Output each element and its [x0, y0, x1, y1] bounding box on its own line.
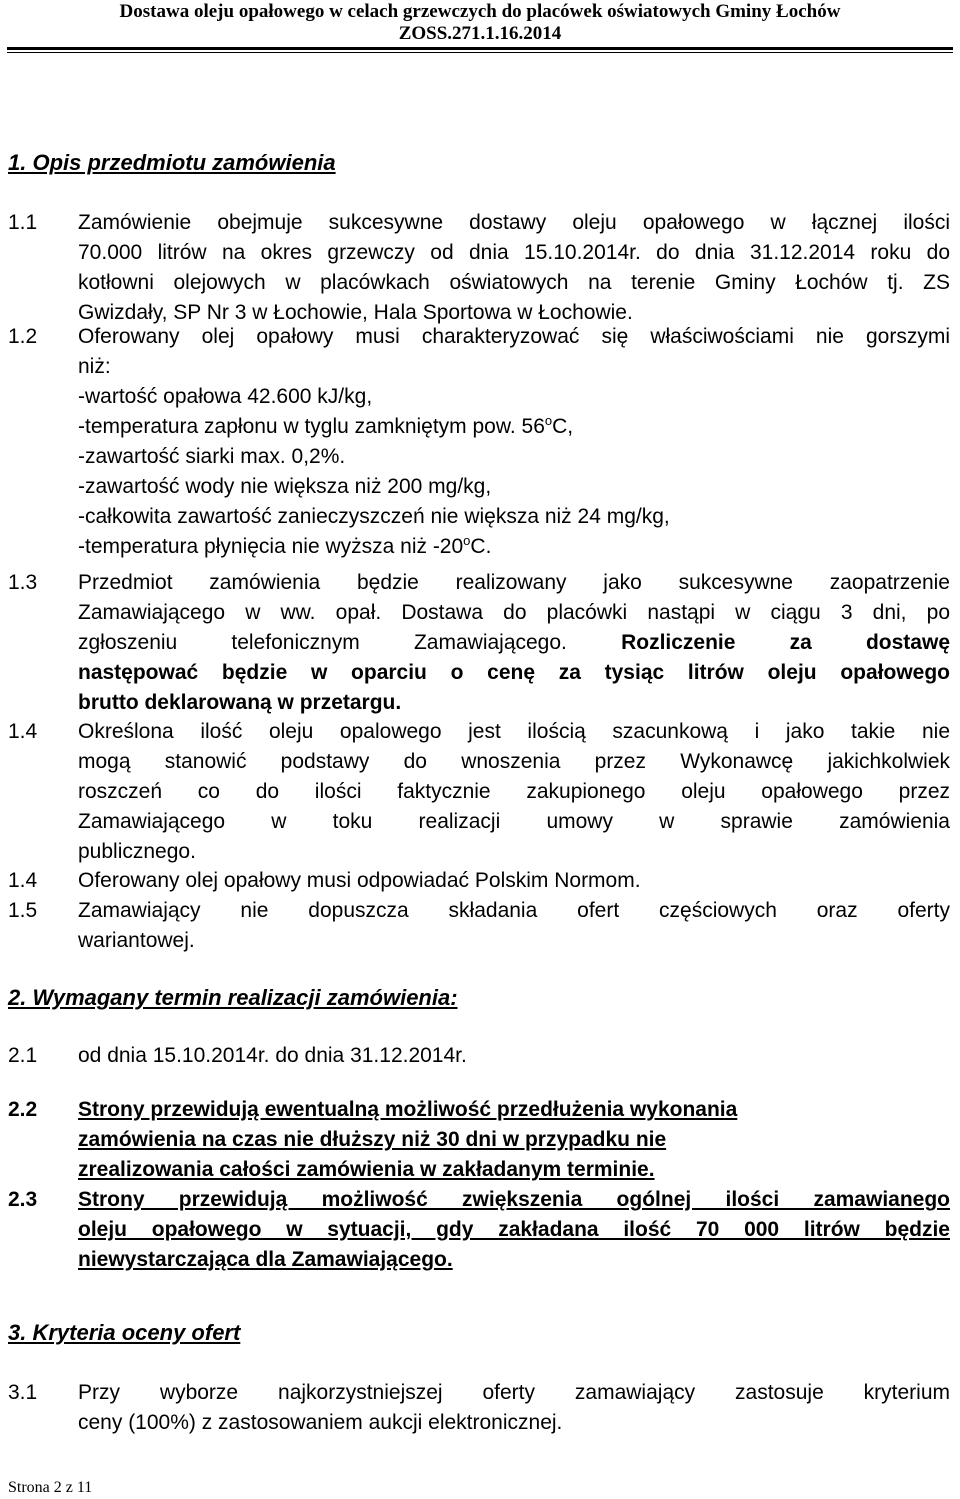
- item-number: 1.2: [8, 325, 38, 348]
- item-number: 2.3: [8, 1188, 38, 1211]
- item-1-3: [8, 568, 950, 718]
- bold-text-line: niewystarczająca dla Zamawiającego.: [78, 1248, 453, 1271]
- bold-text-line: Strony przewidują możliwość zwiększenia ogólnej ilości zamawianego: [78, 1188, 950, 1211]
- item-number: 1.4: [8, 720, 38, 743]
- text-line: -zawartość siarki max. 0,2%.: [78, 445, 346, 468]
- text-line: Zamawiającego w toku realizacji umowy w sprawie zamówienia: [78, 810, 950, 833]
- text-line: Zamówienie obejmuje sukcesywne dostawy oleju opałowego w łącznej ilości: [78, 211, 950, 234]
- item-number: 1.5: [8, 899, 38, 922]
- item-2-1: [8, 1041, 950, 1071]
- item-2-2: [8, 1095, 950, 1185]
- text-line: ceny (100%) z zastosowaniem aukcji elektronicznej.: [78, 1411, 563, 1434]
- item-2-3: [8, 1185, 950, 1275]
- text-line: zgłoszeniu telefonicznym Zamawiającego. Rozliczenie za dostawę: [78, 631, 950, 654]
- item-number: 1.4: [8, 869, 38, 892]
- item-1-1: [8, 208, 950, 328]
- bold-text-line: zamówienia na czas nie dłuższy niż 30 dni w przypadku nie: [78, 1128, 667, 1151]
- item-1-2: [8, 322, 950, 562]
- header-reference: ZOSS.271.1.16.2014: [398, 23, 562, 44]
- item-1-4b: [8, 866, 950, 896]
- section-3-heading: 3. Kryteria oceny ofert: [8, 1320, 241, 1345]
- text-line: od dnia 15.10.2014r. do dnia 31.12.2014r.: [78, 1044, 467, 1067]
- item-number: 2.2: [8, 1098, 38, 1121]
- pour-point-line: -temperatura płynięcia nie wyższa niż -20$^o$C.: [78, 533, 492, 558]
- header-rule-thick: [7, 47, 953, 50]
- bold-text-line: zrealizowania całości zamówienia w zakładanym terminie.: [78, 1158, 655, 1181]
- text-line: -wartość opałowa 42.600 kJ/kg,: [78, 385, 373, 408]
- text-line: Gwizdały, SP Nr 3 w Łochowie, Hala Sportowa w Łochowie.: [78, 301, 633, 324]
- section-1-heading: 1. Opis przedmiotu zamówienia: [8, 150, 336, 175]
- bold-text-line: następować będzie w oparciu o cenę za tysiąc litrów oleju opałowego: [78, 661, 950, 684]
- text-line: Oferowany olej opałowy musi odpowiadać Polskim Normom.: [78, 869, 641, 892]
- item-1-5: [8, 896, 950, 956]
- page-number: Strona 2 z 11: [8, 1479, 93, 1496]
- item-number: 1.3: [8, 571, 38, 594]
- header-rule-thin: [7, 52, 953, 53]
- item-number: 1.1: [8, 211, 38, 234]
- text-line: Określona ilość oleju opalowego jest ilością szacunkową i jako takie nie: [78, 720, 950, 743]
- text-line: Przy wyborze najkorzystniejszej oferty zamawiający zastosuje kryterium: [78, 1381, 950, 1404]
- bold-text-line: brutto deklarowaną w przetargu.: [78, 691, 402, 714]
- text-line: publicznego.: [78, 840, 196, 863]
- item-number: 3.1: [8, 1381, 38, 1404]
- section-2-heading: 2. Wymagany termin realizacji zamówienia:: [8, 985, 458, 1010]
- text-line: -całkowita zawartość zanieczyszczeń nie większa niż 24 mg/kg,: [78, 505, 670, 528]
- text-line: Zamawiający nie dopuszcza składania ofert częściowych oraz oferty: [78, 899, 950, 922]
- text-line: Przedmiot zamówienia będzie realizowany jako sukcesywne zaopatrzenie: [78, 571, 950, 594]
- bold-text-line: Strony przewidują ewentualną możliwość przedłużenia wykonania: [78, 1098, 738, 1121]
- item-3-1: [8, 1378, 950, 1438]
- text-line: niż:: [78, 355, 111, 378]
- text-line: Zamawiającego w ww. opał. Dostawa do placówki nastąpi w ciągu 3 dni, po: [78, 601, 950, 624]
- item-number: 2.1: [8, 1044, 38, 1067]
- text-line: kotłowni olejowych w placówkach oświatowych na terenie Gminy Łochów tj. ZS: [78, 271, 950, 294]
- text-line: 70.000 litrów na okres grzewczy od dnia 15.10.2014r. do dnia 31.12.2014 roku do: [78, 241, 950, 264]
- text-line: Oferowany olej opałowy musi charakteryzować się właściwościami nie gorszymi: [78, 325, 950, 348]
- item-1-4: [8, 717, 950, 867]
- text-line: -zawartość wody nie większa niż 200 mg/kg,: [78, 475, 492, 498]
- text-line: wariantowej.: [78, 929, 195, 952]
- flash-point-line: -temperatura zapłonu w tyglu zamkniętym pow. 56$^o$C,: [78, 413, 574, 438]
- text-line: mogą stanowić podstawy do wnoszenia przez Wykonawcę jakichkolwiek: [78, 750, 950, 773]
- bold-text-line: oleju opałowego w sytuacji, gdy zakładana ilość 70 000 litrów będzie: [78, 1218, 950, 1241]
- header-title: Dostawa oleju opałowego w celach grzewczych do placówek oświatowych Gminy Łochów: [119, 1, 841, 22]
- text-line: roszczeń co do ilości faktycznie zakupionego oleju opałowego przez: [78, 780, 950, 803]
